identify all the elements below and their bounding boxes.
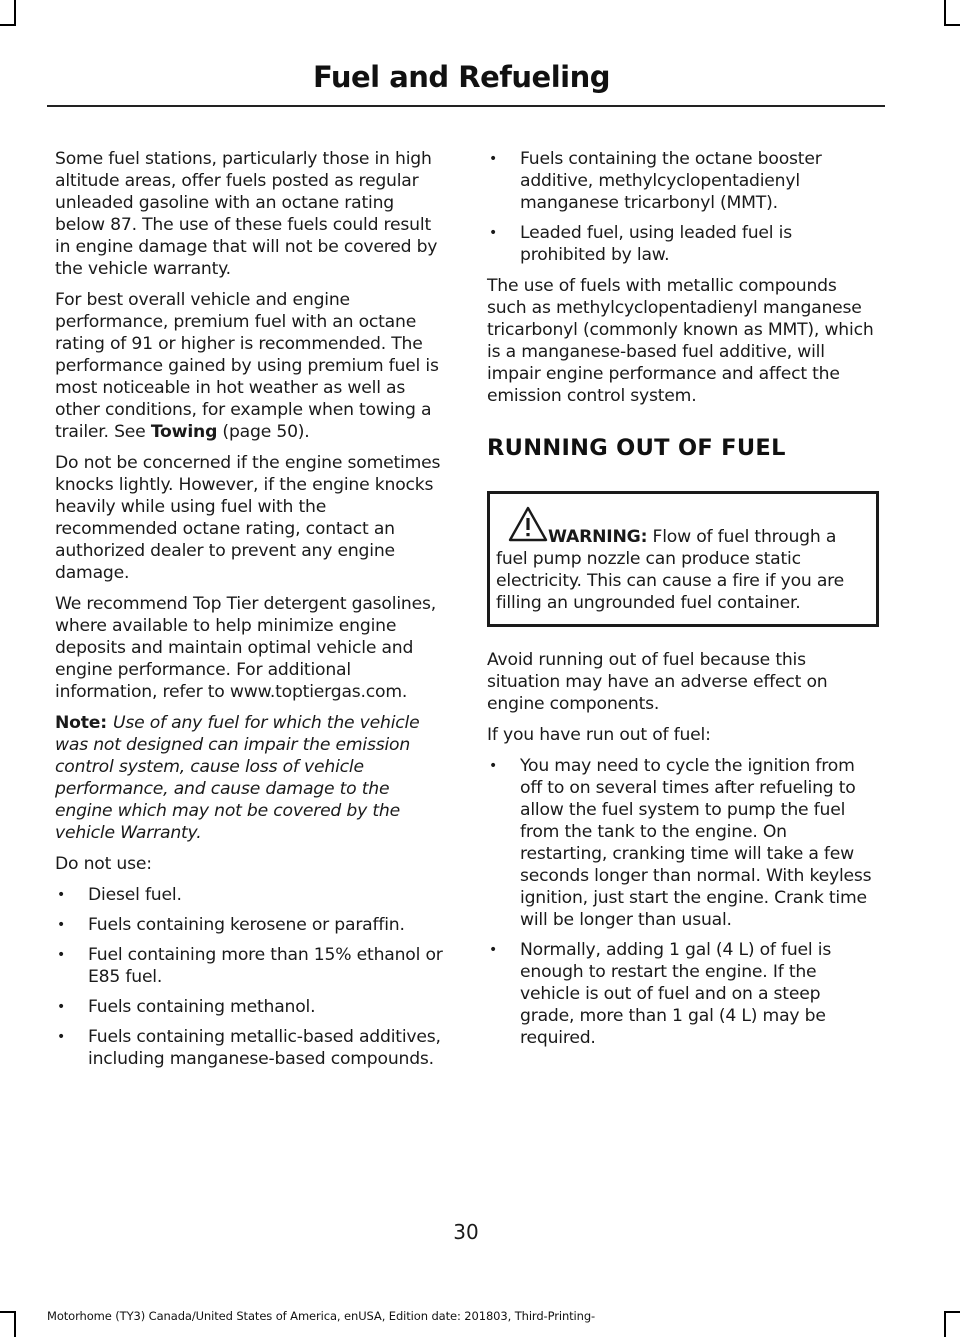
towing-page-ref: (page 50).: [217, 422, 310, 442]
do-not-use-list-continued: [487, 148, 879, 266]
paragraph-engine-knock: Do not be concerned if the engine sometimes knocks lightly. However, if the engine knocks heavily while using fuel with the recommended octane rating, contact an authorized dealer to prevent any engine damage.: [55, 453, 441, 583]
crop-mark: [944, 1311, 960, 1313]
warning-label: WARNING:: [548, 527, 648, 547]
note: [55, 712, 447, 844]
list-item: • Fuels containing methanol.: [55, 996, 447, 1018]
list-item: • Fuel containing more than 15% ethanol or E85 fuel.: [55, 944, 447, 988]
note-label: Note:: [55, 713, 107, 733]
paragraph-premium-fuel: [55, 289, 447, 443]
paragraph-top-tier: We recommend Top Tier detergent gasolines, where available to help minimize engine deposits and maintain optimal vehicle and engine performance. For additional information, refer to www.toptiergas.com.: [55, 594, 436, 702]
towing-link[interactable]: Towing: [150, 422, 218, 442]
crop-mark: [0, 24, 16, 26]
list-item: • You may need to cycle the ignition from off to on several times after refueling to allow the fuel system to pump the fuel from the tank to the engine. On restarting, cranking time will take a few seconds longer than normal. With keyless ignition, just start the engine. Crank time will be longer than usual.: [487, 755, 879, 931]
page-number: 30: [453, 1220, 479, 1244]
run-out-list: [487, 755, 879, 1049]
note-text: Use of any fuel for which the vehicle was not designed can impair the emission control system, cause loss of vehicle performance, and cause damage to the engine which may not be covered by the vehicle Warranty.: [55, 713, 420, 843]
left-column: [55, 148, 447, 1079]
header-rule: [47, 105, 885, 107]
paragraph-avoid-running-out: Avoid running out of fuel because this situation may have an adverse effect on engine components.: [487, 650, 828, 714]
list-item: • Diesel fuel.: [55, 884, 447, 906]
list-item: • Fuels containing the octane booster additive, methylcyclopentadienyl manganese tricarbonyl (MMT).: [487, 148, 879, 214]
warning-box: [487, 491, 879, 627]
section-heading: RUNNING OUT OF FUEL: [487, 435, 786, 461]
do-not-use-heading: Do not use:: [55, 854, 152, 874]
right-column: [487, 148, 879, 1058]
list-item: • Normally, adding 1 gal (4 L) of fuel is enough to restart the engine. If the vehicle is out of fuel and on a steep grade, more than 1 gal (4 L) may be required.: [487, 939, 879, 1049]
list-item: • Fuels containing kerosene or paraffin.: [55, 914, 447, 936]
page-title: Fuel and Refueling: [312, 60, 610, 94]
paragraph-if-run-out: If you have run out of fuel:: [487, 725, 711, 745]
crop-mark: [944, 24, 960, 26]
list-item: • Leaded fuel, using leaded fuel is prohibited by law.: [487, 222, 879, 266]
warning-text: Flow of fuel through a fuel pump nozzle can produce static electricity. This can cause a fire if you are filling an ungrounded fuel container.: [496, 527, 845, 613]
crop-mark: [14, 0, 16, 26]
do-not-use-list: [55, 884, 447, 1070]
crop-mark: [14, 1311, 16, 1337]
footer-edition: Motorhome (TY3) Canada/United States of America, enUSA, Edition date: 201803, Third-Printing-: [47, 1309, 596, 1323]
warning-triangle-icon: [508, 506, 548, 542]
crop-mark: [944, 0, 946, 26]
crop-mark: [944, 1311, 946, 1337]
list-item: • Fuels containing metallic-based additives, including manganese-based compounds.: [55, 1026, 447, 1070]
paragraph-octane-below-87: Some fuel stations, particularly those in high altitude areas, offer fuels posted as regular unleaded gasoline with an octane rating below 87. The use of these fuels could result in engine damage that will not be covered by the vehicle warranty.: [55, 149, 438, 279]
paragraph-premium-fuel-text: For best overall vehicle and engine performance, premium fuel with an octane rating of 91 or higher is recommended. The performance gained by using premium fuel is most noticeable in hot weather as well as other conditions, for example when towing a trailer. See: [55, 290, 439, 442]
paragraph-metallic-compounds: The use of fuels with metallic compounds such as methylcyclopentadienyl manganese tricarbonyl (commonly known as MMT), which is a manganese-based fuel additive, will impair engine performance and affect the emission control system.: [487, 276, 874, 406]
crop-mark: [0, 1311, 16, 1313]
